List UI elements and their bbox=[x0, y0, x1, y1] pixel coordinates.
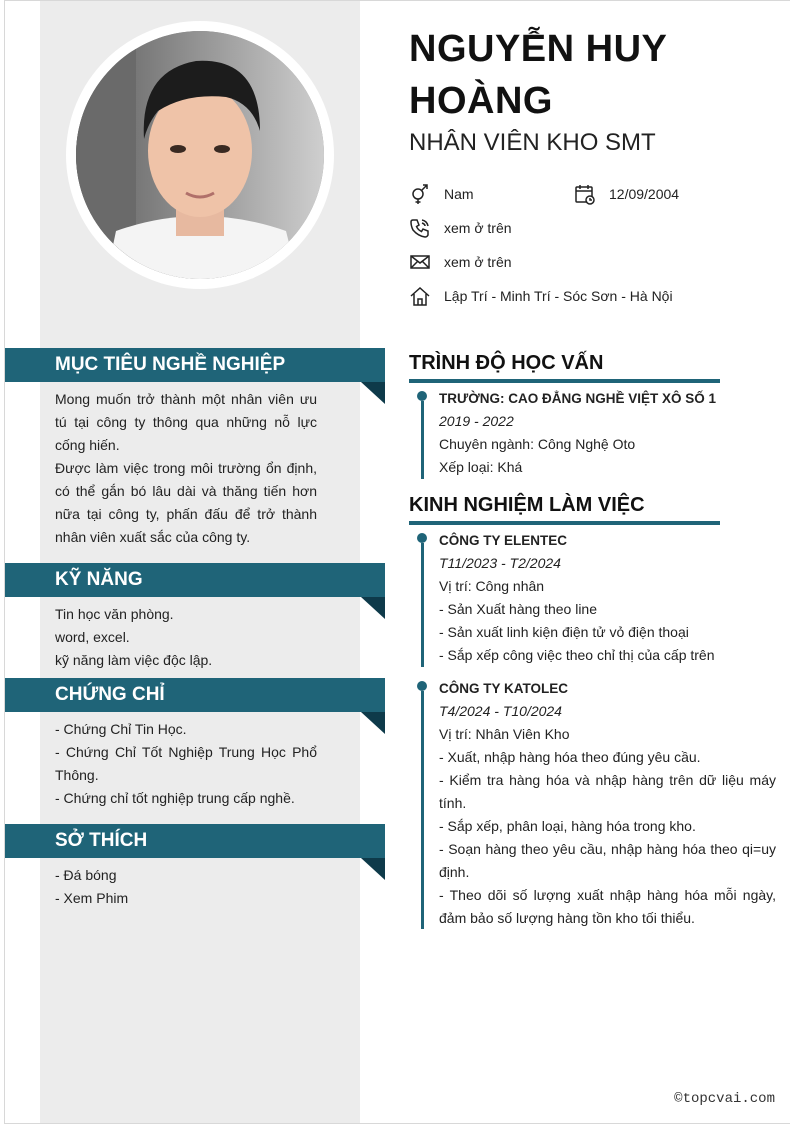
skills-body bbox=[55, 603, 317, 672]
job-entry bbox=[421, 677, 776, 930]
timeline-line bbox=[421, 543, 424, 667]
certificates-heading: CHỨNG CHỈ bbox=[5, 678, 385, 712]
job-entry bbox=[421, 529, 776, 667]
job-line: - Theo dõi số lượng xuất nhập hàng hóa mỗi ngày, đảm bảo số lượng hàng tồn kho tối thiểu. bbox=[439, 887, 776, 926]
gender-value: Nam bbox=[444, 186, 474, 202]
calendar-icon bbox=[574, 183, 596, 205]
certificates-heading-fold bbox=[361, 712, 385, 734]
experience-heading: KINH NGHIỆM LÀM VIỆC bbox=[409, 494, 720, 525]
copyright: ©topcvai.com bbox=[674, 1091, 775, 1107]
address-value: Lập Trí - Minh Trí - Sóc Sơn - Hà Nội bbox=[444, 288, 673, 304]
certificate-item: - Chứng Chỉ Tốt Nghiệp Trung Học Phổ Thông. bbox=[55, 744, 317, 783]
job-line: - Sắp xếp, phân loại, hàng hóa trong kho. bbox=[439, 818, 696, 834]
phone-row bbox=[409, 217, 512, 239]
education-period: 2019 - 2022 bbox=[439, 413, 514, 429]
objective-heading: MỤC TIÊU NGHỀ NGHIỆP bbox=[5, 348, 385, 382]
school-name: TRƯỜNG: CAO ĐẲNG NGHỀ VIỆT XÔ SỐ 1 bbox=[439, 391, 716, 406]
avatar bbox=[76, 31, 324, 279]
education-grade: Xếp loại: Khá bbox=[439, 459, 523, 475]
job-period: T11/2023 - T2/2024 bbox=[439, 555, 561, 571]
gender-row bbox=[409, 183, 474, 205]
objective-paragraph: Được làm việc trong môi trường ổn định, có thể gắn bó lâu dài và thăng tiến hơn nữa tại công ty, phấn đấu để trở thành nhân viên xuất sắc của công ty. bbox=[55, 460, 317, 545]
job-title: NHÂN VIÊN KHO SMT bbox=[409, 129, 656, 156]
skills-heading: KỸ NĂNG bbox=[5, 563, 385, 597]
birthdate-row bbox=[574, 183, 679, 205]
phone-value: xem ở trên bbox=[444, 220, 512, 236]
hobbies-body bbox=[55, 864, 317, 910]
full-name: NGUYỄN HUY HOÀNG bbox=[409, 28, 667, 122]
timeline-dot bbox=[417, 391, 427, 401]
job-period: T4/2024 - T10/2024 bbox=[439, 703, 562, 719]
mail-icon bbox=[409, 251, 431, 273]
job-line: Vị trí: Công nhân bbox=[439, 578, 545, 594]
education-major: Chuyên ngành: Công Nghệ Oto bbox=[439, 436, 636, 452]
phone-icon bbox=[409, 217, 431, 239]
job-line: - Sắp xếp công việc theo chỉ thị của cấp trên bbox=[439, 647, 715, 663]
skill-item: kỹ năng làm việc độc lập. bbox=[55, 652, 213, 668]
company-name: CÔNG TY ELENTEC bbox=[439, 533, 568, 548]
education-heading: TRÌNH ĐỘ HỌC VẤN bbox=[409, 352, 720, 383]
education-entry bbox=[421, 387, 776, 479]
job-line: - Xuất, nhập hàng hóa theo đúng yêu cầu. bbox=[439, 749, 701, 765]
skills-heading-fold bbox=[361, 597, 385, 619]
objective-paragraph: Mong muốn trở thành một nhân viên ưu tú tại công ty thông qua những nỗ lực cống hiến. bbox=[55, 391, 317, 453]
address-row bbox=[409, 285, 673, 307]
certificates-body bbox=[55, 718, 317, 810]
job-line: - Soạn hàng theo yêu cầu, nhập hàng hóa theo qi=uy định. bbox=[439, 841, 776, 880]
hobbies-heading: SỞ THÍCH bbox=[5, 824, 385, 858]
skill-item: word, excel. bbox=[55, 629, 130, 645]
timeline-dot bbox=[417, 681, 427, 691]
hobby-item: - Xem Phim bbox=[55, 890, 129, 906]
email-value: xem ở trên bbox=[444, 254, 512, 270]
skill-item: Tin học văn phòng. bbox=[55, 606, 174, 622]
objective-body bbox=[55, 388, 317, 549]
gender-icon bbox=[409, 183, 431, 205]
home-icon bbox=[409, 285, 431, 307]
timeline-line bbox=[421, 691, 424, 929]
hobbies-heading-fold bbox=[361, 858, 385, 880]
job-line: - Kiểm tra hàng hóa và nhập hàng trên dữ liệu máy tính. bbox=[439, 772, 776, 811]
hobby-item: - Đá bóng bbox=[55, 867, 117, 883]
timeline-dot bbox=[417, 533, 427, 543]
cv-page bbox=[4, 0, 790, 1124]
timeline-line bbox=[421, 401, 424, 479]
job-line: Vị trí: Nhân Viên Kho bbox=[439, 726, 570, 742]
job-line: - Sản xuất linh kiện điện tử vỏ điện thoại bbox=[439, 624, 689, 640]
certificate-item: - Chứng chỉ tốt nghiệp trung cấp nghề. bbox=[55, 790, 295, 806]
email-row bbox=[409, 251, 512, 273]
certificate-item: - Chứng Chỉ Tin Học. bbox=[55, 721, 187, 737]
job-line: - Sản Xuất hàng theo line bbox=[439, 601, 598, 617]
objective-heading-fold bbox=[361, 382, 385, 404]
birthdate-value: 12/09/2004 bbox=[609, 186, 680, 202]
company-name: CÔNG TY KATOLEC bbox=[439, 681, 569, 696]
